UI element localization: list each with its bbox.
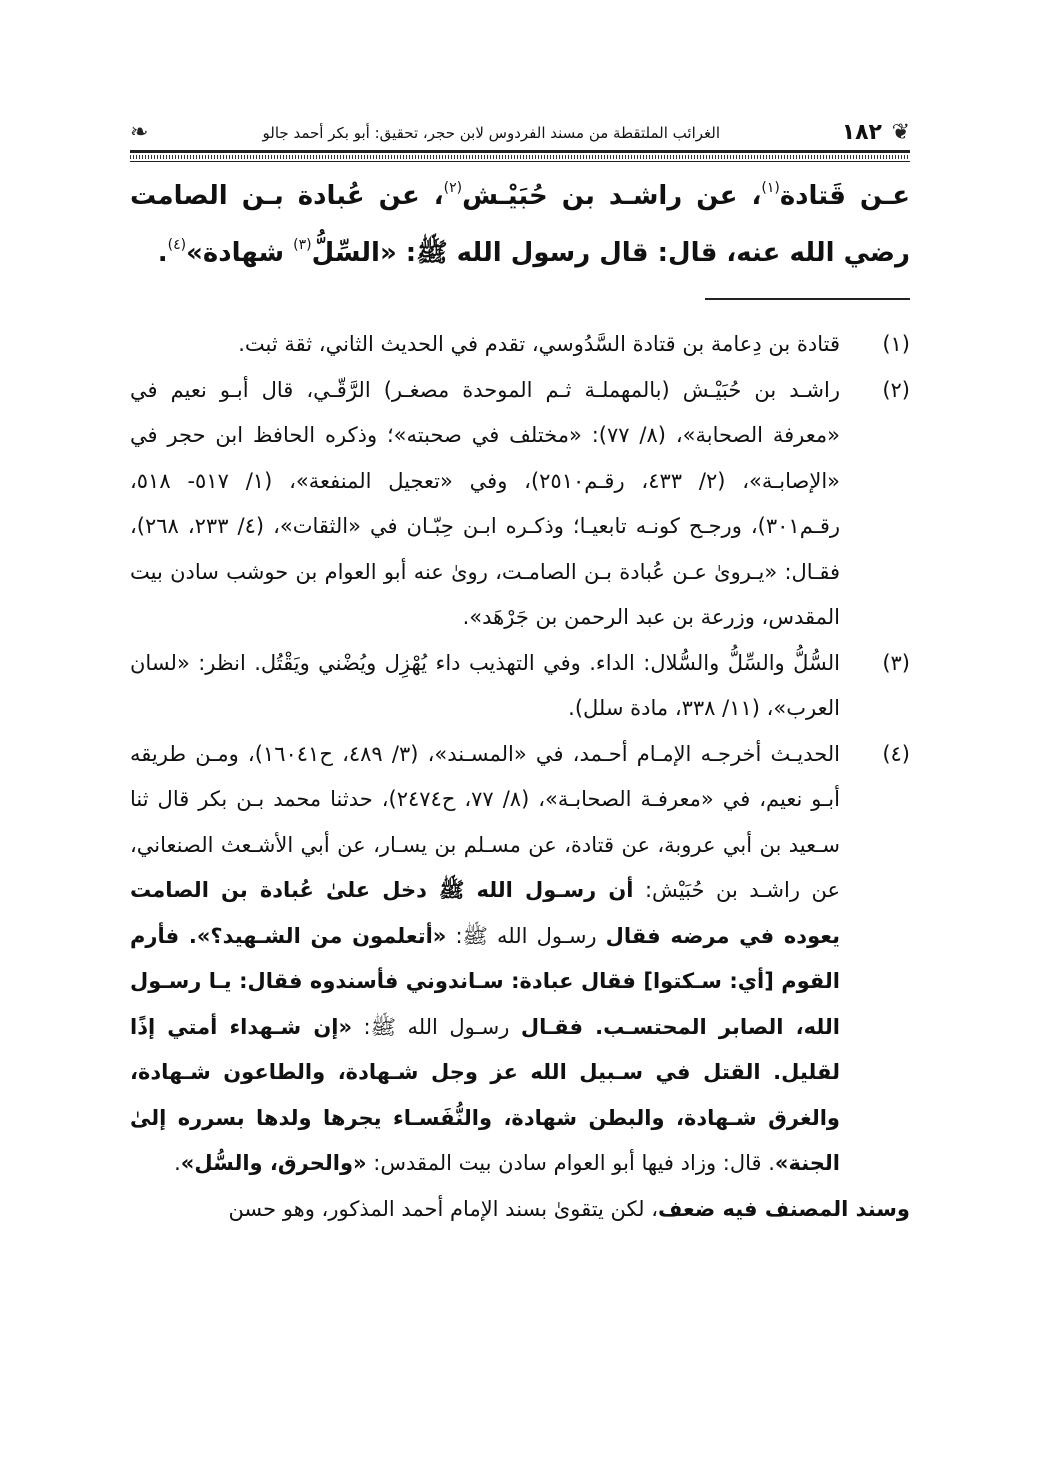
footnote-number: (٣) [882,650,910,675]
footnote-ref-4[interactable]: (٤) [167,237,187,253]
footnote-segment-bold: أن رسـول الله ﷺ دخل علىٰ عُبادة بن الصامت يعوده في مرضه فقال [130,878,840,948]
footnote-segment: . قال: وزاد فيها أبو العوام سادن بيت المقدس: [366,1151,775,1175]
footnote-ref-2[interactable]: (٢) [443,180,463,196]
running-header [130,118,910,152]
footnote-segment-bold: «والحرق، والسُّل» [180,1151,367,1175]
footnotes [130,322,910,1232]
text-segment: عـن قَتادة [779,181,910,211]
footnote-number: (٢) [882,377,910,402]
text-segment: ، عن عُبادة بـن الصامت رضي الله [130,181,910,268]
text-segment: عنه، قال: قال رسول الله ﷺ: «السِّلُّ [311,238,781,268]
footnote-3 [130,641,910,732]
footnote-text: السُّلُّ والسِّلُّ والسُّلال: الداء. وفي التهذيب داء يُهْزِل ويُضْني ويَقْتُل. انظر: «لسان العرب»، (١١/ ٣٣٨، مادة سلل). [130,650,840,720]
footnote-text: راشـد بن حُبَيْـش (بالمهملـة ثـم الموحدة مصغـر) الرَّقّـي، قال أبـو نعيم في «معرفة الصحابة»، (٨/ ٧٧): «مختلف في صحبته»؛ وذكره الحافظ ابن حجر في «الإصابـة»، (٢/ ٤٣٣، رقـم٢٥١٠)، وفي «تعجيل المنفعة»، (١/ ٥١٧- ٥١٨، رقـم٣٠١)، ورجـح كونـه تابعيـا؛ وذكـره ابـن حِبّـان في «الثقات»، (٤/ ٢٣٣، ٢٦٨)، فقـال: «يـروىٰ عـن عُبادة بـن الصامـت، روىٰ عنه أبو العوام بن حوشب سادن بيت المقدس، وزرعة بن عبد الرحمن بن جَرْهَد». [130,377,840,629]
header-rule-thin [130,161,910,162]
footnote-4 [130,732,910,1187]
ornament-left-icon: ❧ [130,120,149,145]
footnote-separator [705,298,910,300]
page-number: ١٨٢ [841,120,882,145]
footnote-number: (٤) [882,741,910,766]
conclusion-bold: وسند المصنف فيه ضعف [658,1196,910,1221]
footnote-1 [130,322,910,368]
ornament-right-icon: ❦ [891,120,910,145]
footnote-text [130,732,840,1187]
text-segment: . [157,238,168,268]
footnote-segment-bold: «أتعلمون من الشـهيد؟». فأرم القوم [أي: سـكتوا] فقال عبادة: سـاندوني فأسندوه فقال: يـا رسـول الله، الصابر المحتسـب. فقـال [130,923,840,1039]
footnote-number: (١) [882,332,910,356]
header-rule-hatch [130,155,910,159]
hadith-text [130,168,910,282]
footnote-text: قتادة بن دِعامة بن قتادة السَّدُوسي، تقدم في الحديث الثاني، ثقة ثبت. [238,332,840,356]
footnote-segment: . [174,1151,181,1175]
running-title: الغرائب الملتقطة من مسند الفردوس لابن حجر، تحقيق: أبو بكر أحمد جالو [262,124,720,142]
footnote-ref-1[interactable]: (١) [761,180,780,196]
text-segment: ، عن راشـد بن حُبَيْـش [462,181,762,211]
conclusion-line [130,1187,910,1233]
footnote-segment: رسـول الله ﷺ: [446,923,606,948]
conclusion-text: ، لكن يتقوىٰ بسند الإمام أحمد المذكور، وهو حسن [228,1196,658,1221]
footnote-segment-bold: «إن شـهداء أمتي إذًا لقليل. القتل في سـبيل الله عز وجل شـهادة، والطاعون شـهادة، والغرق شـهادة، والبطن شهادة، والنُّفَسـاء يجرها ولدها بسرره إلىٰ الجنة» [130,1014,840,1175]
hadith-line [130,168,910,282]
footnote-2 [130,368,910,641]
footnote-segment: رسـول الله ﷺ: [352,1014,521,1039]
text-segment: شهادة» [186,238,294,268]
header-rule-thick [130,150,910,153]
footnote-ref-3[interactable]: (٣) [293,237,312,253]
footnote-segment: الحديـث أخرجـه الإمـام أحـمد، في «المسـند»، (٣/ ٤٨٩، ح١٦٠٤١)، ومـن طريقه أبـو نعيم، في «معرفـة الصحابـة»، (٨/ ٧٧، ح٢٤٧٤)، حدثنا محمد بـن بكر قال ثنا سـعيد بن أبي عروبة، عن قتادة، عن مسـلم بن يسـار، عن أبي الأشـعث الصنعاني، عن راشـد بن حُبَيْش: [130,741,840,902]
